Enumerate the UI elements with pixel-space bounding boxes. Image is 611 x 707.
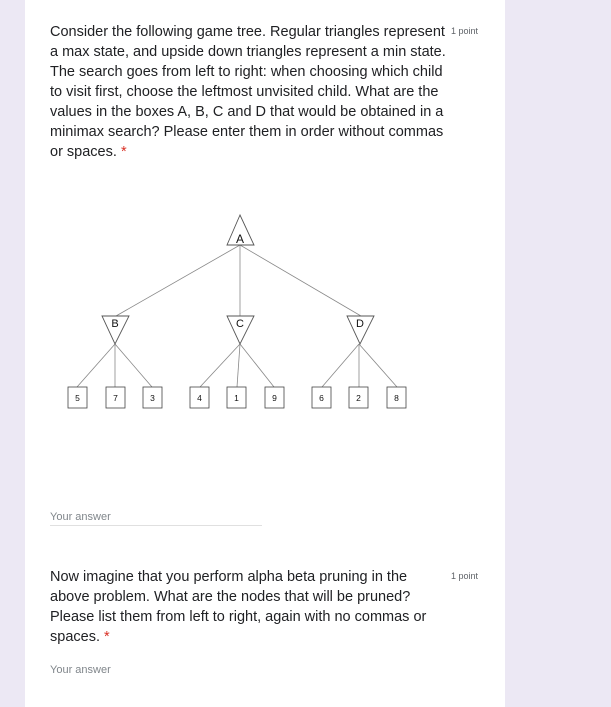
question-1-answer-input[interactable] bbox=[50, 511, 262, 526]
leaf-value: 8 bbox=[394, 393, 399, 403]
min-node-label-d: D bbox=[356, 318, 364, 330]
leaf-value: 5 bbox=[75, 393, 80, 403]
question-1-points: 1 point bbox=[451, 26, 479, 36]
answer-underline bbox=[50, 525, 262, 526]
answer-placeholder: Your answer bbox=[50, 511, 111, 523]
leaf-value: 1 bbox=[234, 393, 239, 403]
leaf-value: 3 bbox=[150, 393, 155, 403]
leaf-value: 9 bbox=[272, 393, 277, 403]
answer-placeholder: Your answer bbox=[50, 664, 111, 676]
question-2-body: Now imagine that you perform alpha beta pruning in the above problem. What are the nodes that will be pruned? Please list them from left to right, again with no commas or spaces. bbox=[50, 569, 427, 645]
question-1-body: Consider the following game tree. Regular triangles represent a max state, and upside down triangles represent a min state. The search goes from left to right: when choosing which child to visit first, choose the leftmost unvisited child. What are the values in the boxes A, B, C and D that would be obtained in a minimax search? Please enter them in order without commas or spaces. bbox=[50, 24, 446, 160]
required-asterisk: * bbox=[120, 144, 127, 160]
leaf-value: 6 bbox=[319, 393, 324, 403]
game-tree-diagram bbox=[25, 200, 505, 420]
form-card bbox=[25, 0, 505, 707]
question-2-answer-input[interactable] bbox=[50, 664, 262, 679]
leaf-nodes bbox=[68, 387, 406, 408]
question-2-points: 1 point bbox=[451, 571, 479, 581]
question-1-text bbox=[50, 22, 450, 162]
leaf-value: 2 bbox=[356, 393, 361, 403]
leaf-value: 7 bbox=[113, 393, 118, 403]
min-node-label-b: B bbox=[111, 318, 119, 330]
required-asterisk: * bbox=[104, 629, 110, 645]
question-2-text bbox=[50, 567, 450, 647]
min-node-label-c: C bbox=[236, 318, 244, 330]
root-node-label: A bbox=[235, 232, 245, 246]
leaf-value: 4 bbox=[197, 393, 202, 403]
